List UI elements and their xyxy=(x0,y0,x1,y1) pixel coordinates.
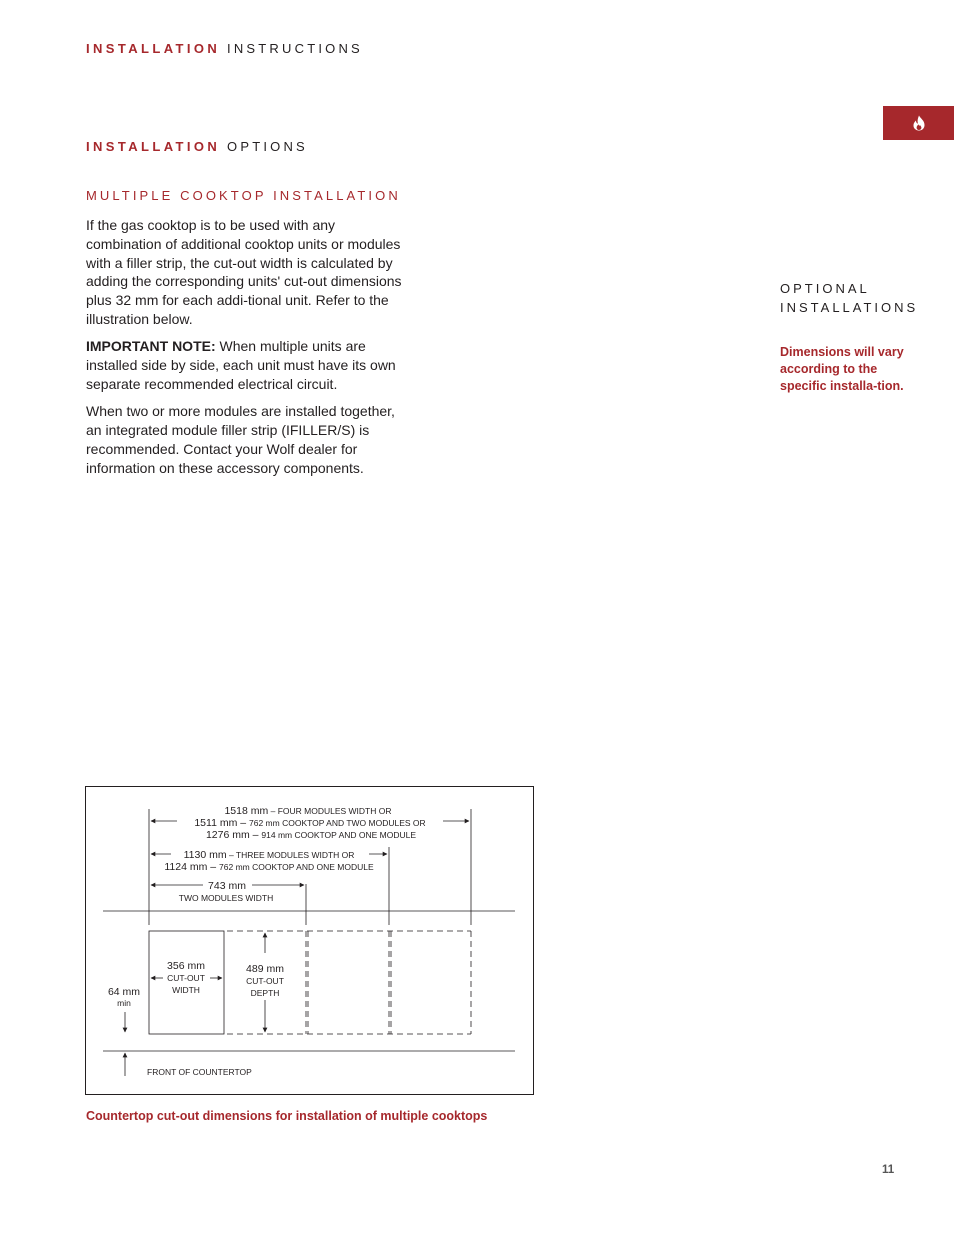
paragraph-3: When two or more modules are installed together, an integrated module filler strip (IFILLER/S) is recommended. Contact your Wolf dealer for information on these accessory components. xyxy=(86,403,395,476)
dim-width-label-1: CUT-OUT xyxy=(167,973,205,983)
header-bold: INSTALLATION xyxy=(86,41,221,56)
header-rest: INSTRUCTIONS xyxy=(220,41,363,56)
document-header xyxy=(86,41,363,56)
figure-caption: Countertop cut-out dimensions for installation of multiple cooktops xyxy=(86,1109,488,1123)
dim-743-label: TWO MODULES WIDTH xyxy=(178,893,274,903)
paragraph-2 xyxy=(86,337,408,393)
flame-icon xyxy=(912,115,926,131)
dim-depth: 489 mm xyxy=(246,963,284,975)
sidebar-title xyxy=(780,279,918,317)
dim-line-1: 1518 mm – FOUR MODULES WIDTH OR xyxy=(224,805,392,817)
dim-line-5: 1124 mm – 762 mm COOKTOP AND ONE MODULE xyxy=(164,861,374,873)
section-rest: OPTIONS xyxy=(220,139,308,154)
dim-depth-label-2: DEPTH xyxy=(250,988,280,998)
dim-min: 64 mm xyxy=(107,986,141,998)
body-text xyxy=(86,216,408,486)
dim-width: 356 mm xyxy=(167,960,205,972)
important-note-label: IMPORTANT NOTE: xyxy=(86,338,216,355)
section-tab xyxy=(883,106,954,140)
dim-min-label: min xyxy=(117,998,131,1008)
dim-line-3: 1276 mm – 914 mm COOKTOP AND ONE MODULE xyxy=(205,829,417,841)
front-of-countertop-label: FRONT OF COUNTERTOP xyxy=(147,1067,252,1077)
sidebar-title-line2: INSTALLATIONS xyxy=(780,300,919,315)
page-number: 11 xyxy=(882,1164,895,1176)
section-heading xyxy=(86,139,308,154)
dim-line-2: 1511 mm – 762 mm COOKTOP AND TWO MODULES OR xyxy=(194,817,426,829)
dim-line-4: 1130 mm – THREE MODULES WIDTH OR xyxy=(183,849,355,861)
section-bold: INSTALLATION xyxy=(86,139,221,154)
subsection-heading: MULTIPLE COOKTOP INSTALLATION xyxy=(86,188,401,203)
dim-depth-label-1: CUT-OUT xyxy=(246,976,284,986)
cutout-diagram-svg xyxy=(86,787,533,1094)
important-note-text: When multiple units are installed side by side, each unit must have its own separate recommended electrical circuit. xyxy=(86,338,396,392)
cutout-diagram xyxy=(85,786,534,1095)
paragraph-1: If the gas cooktop is to be used with any combination of additional cooktop units or modules with a filler strip, the cut-out width is calculated by adding the corresponding units' cut-out dimensions plus 32 mm for each addi-tional unit. Refer to the illustration below. xyxy=(86,217,402,327)
dim-743: 743 mm xyxy=(208,880,246,892)
sidebar-title-line1: OPTIONAL xyxy=(780,281,870,296)
sidebar-note: Dimensions will vary according to the specific installa-tion. xyxy=(780,345,904,393)
dim-width-label-2: WIDTH xyxy=(172,985,200,995)
